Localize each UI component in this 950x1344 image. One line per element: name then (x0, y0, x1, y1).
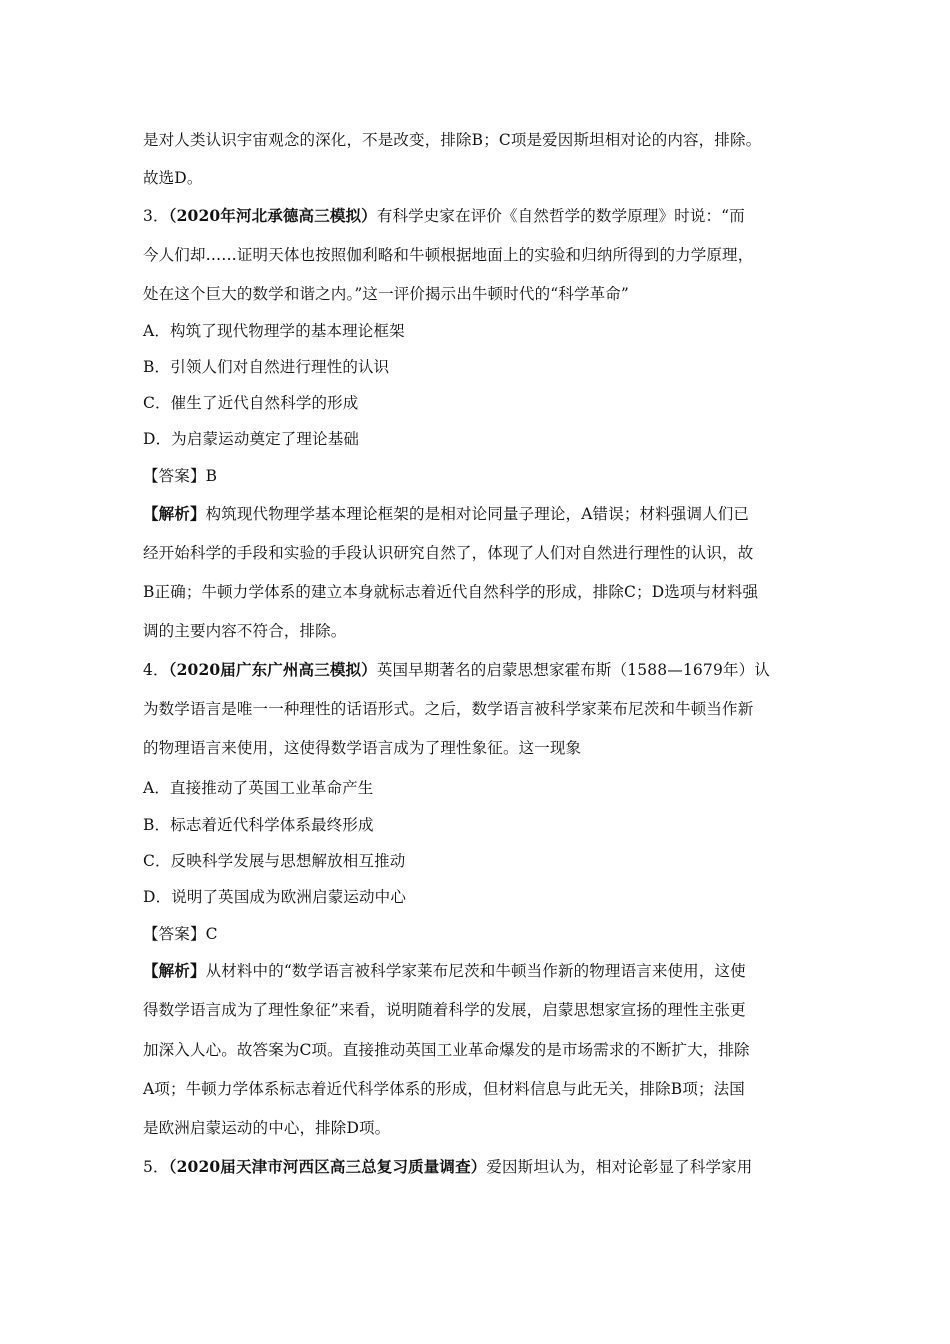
q4-option-a: A．直接推动了英国工业革命产生 (143, 779, 374, 797)
q4-analysis-line-2: 得数学语言成为了理性象征”来看，说明随着科学的发展，启蒙思想家宣扬的理性主张更 (143, 1001, 746, 1019)
q4-stem-line-2: 为数学语言是唯一一种理性的话语形式。之后，数学语言被科学家莱布尼茨和牛顿当作新 (143, 700, 754, 718)
q4-option-d: D．说明了英国成为欧洲启蒙运动中心 (143, 888, 406, 906)
q3-option-c: C．催生了近代自然科学的形成 (143, 394, 359, 412)
q3-stem-text: 有科学史家在评价《自然哲学的数学原理》时说：“而 (376, 207, 745, 225)
q3-analysis-line-3: B正确；牛顿力学体系的建立本身就标志着近代自然科学的形成，排除C；D选项与材料强 (143, 583, 759, 601)
q2-conclusion-line: 故选D。 (143, 169, 203, 187)
q3-analysis-label: 【解析】 (143, 504, 206, 523)
q3-stem-line-2: 今人们却……证明天体也按照伽利略和牛顿根据地面上的实验和归纳所得到的力学原理， (143, 246, 754, 264)
q4-answer (143, 924, 218, 944)
q4-option-c: C．反映科学发展与思想解放相互推动 (143, 852, 406, 870)
q4-analysis-line-4: A项；牛顿力学体系标志着近代科学体系的形成，但材料信息与此无关，排除B项；法国 (143, 1080, 745, 1098)
q4-stem-line-1 (143, 660, 770, 680)
q3-answer-label: 【答案】 (143, 467, 206, 485)
q3-number: 3． (143, 207, 169, 225)
q3-answer-value: B (205, 467, 218, 485)
q5-stem-text: 爱因斯坦认为，相对论彰显了科学家用 (486, 1158, 753, 1176)
q4-number: 4． (143, 661, 169, 679)
q3-analysis-line-2: 经开始科学的手段和实验的手段认识研究自然了，体现了人们对自然进行理性的认识，故 (143, 544, 754, 562)
q4-analysis-line-5: 是欧洲启蒙运动的中心，排除D项。 (143, 1119, 391, 1137)
q3-option-b: B．引领人们对自然进行理性的认识 (143, 358, 390, 376)
q4-answer-label: 【答案】 (143, 925, 206, 943)
q5-number: 5． (143, 1158, 169, 1176)
q3-option-d: D．为启蒙运动奠定了理论基础 (143, 430, 360, 448)
q5-source: （2020届天津市河西区高三总复习质量调查） (168, 1157, 487, 1176)
q4-analysis-line-1 (143, 961, 746, 981)
q3-stem-line-3: 处在这个巨大的数学和谐之内。”这一评价揭示出牛顿时代的“科学革命” (143, 285, 629, 303)
q3-analysis-line-4: 调的主要内容不符合，排除。 (143, 622, 347, 640)
q3-option-a: A．构筑了现代物理学的基本理论框架 (143, 322, 405, 340)
q3-stem-line-1 (143, 206, 745, 226)
q2-analysis-line: 是对人类认识宇宙观念的深化，不是改变，排除B；C项是爱因斯坦相对论的内容，排除。 (143, 131, 762, 149)
q3-source: （2020年河北承德高三模拟） (168, 206, 377, 225)
q4-option-b: B．标志着近代科学体系最终形成 (143, 816, 374, 834)
q3-answer (143, 466, 217, 486)
q4-analysis-line-3: 加深入人心。故答案为C项。直接推动英国工业革命爆发的是市场需求的不断扩大，排除 (143, 1041, 750, 1059)
q4-analysis-text: 从材料中的“数学语言被科学家莱布尼茨和牛顿当作新的物理语言来使用，这使 (205, 962, 746, 980)
q4-answer-value: C (205, 925, 218, 943)
q4-stem-text: 英国早期著名的启蒙思想家霍布斯（1588—1679年）认 (376, 661, 770, 679)
q4-source: （2020届广东广州高三模拟） (168, 660, 377, 679)
q3-analysis-line-1 (143, 504, 749, 524)
q3-analysis-text: 构筑现代物理学基本理论框架的是相对论同量子理论，A错误；材料强调人们已 (205, 505, 750, 523)
q4-analysis-label: 【解析】 (143, 961, 206, 980)
q5-stem-line-1 (143, 1157, 752, 1177)
q4-stem-line-3: 的物理语言来使用，这使得数学语言成为了理性象征。这一现象 (143, 739, 582, 757)
